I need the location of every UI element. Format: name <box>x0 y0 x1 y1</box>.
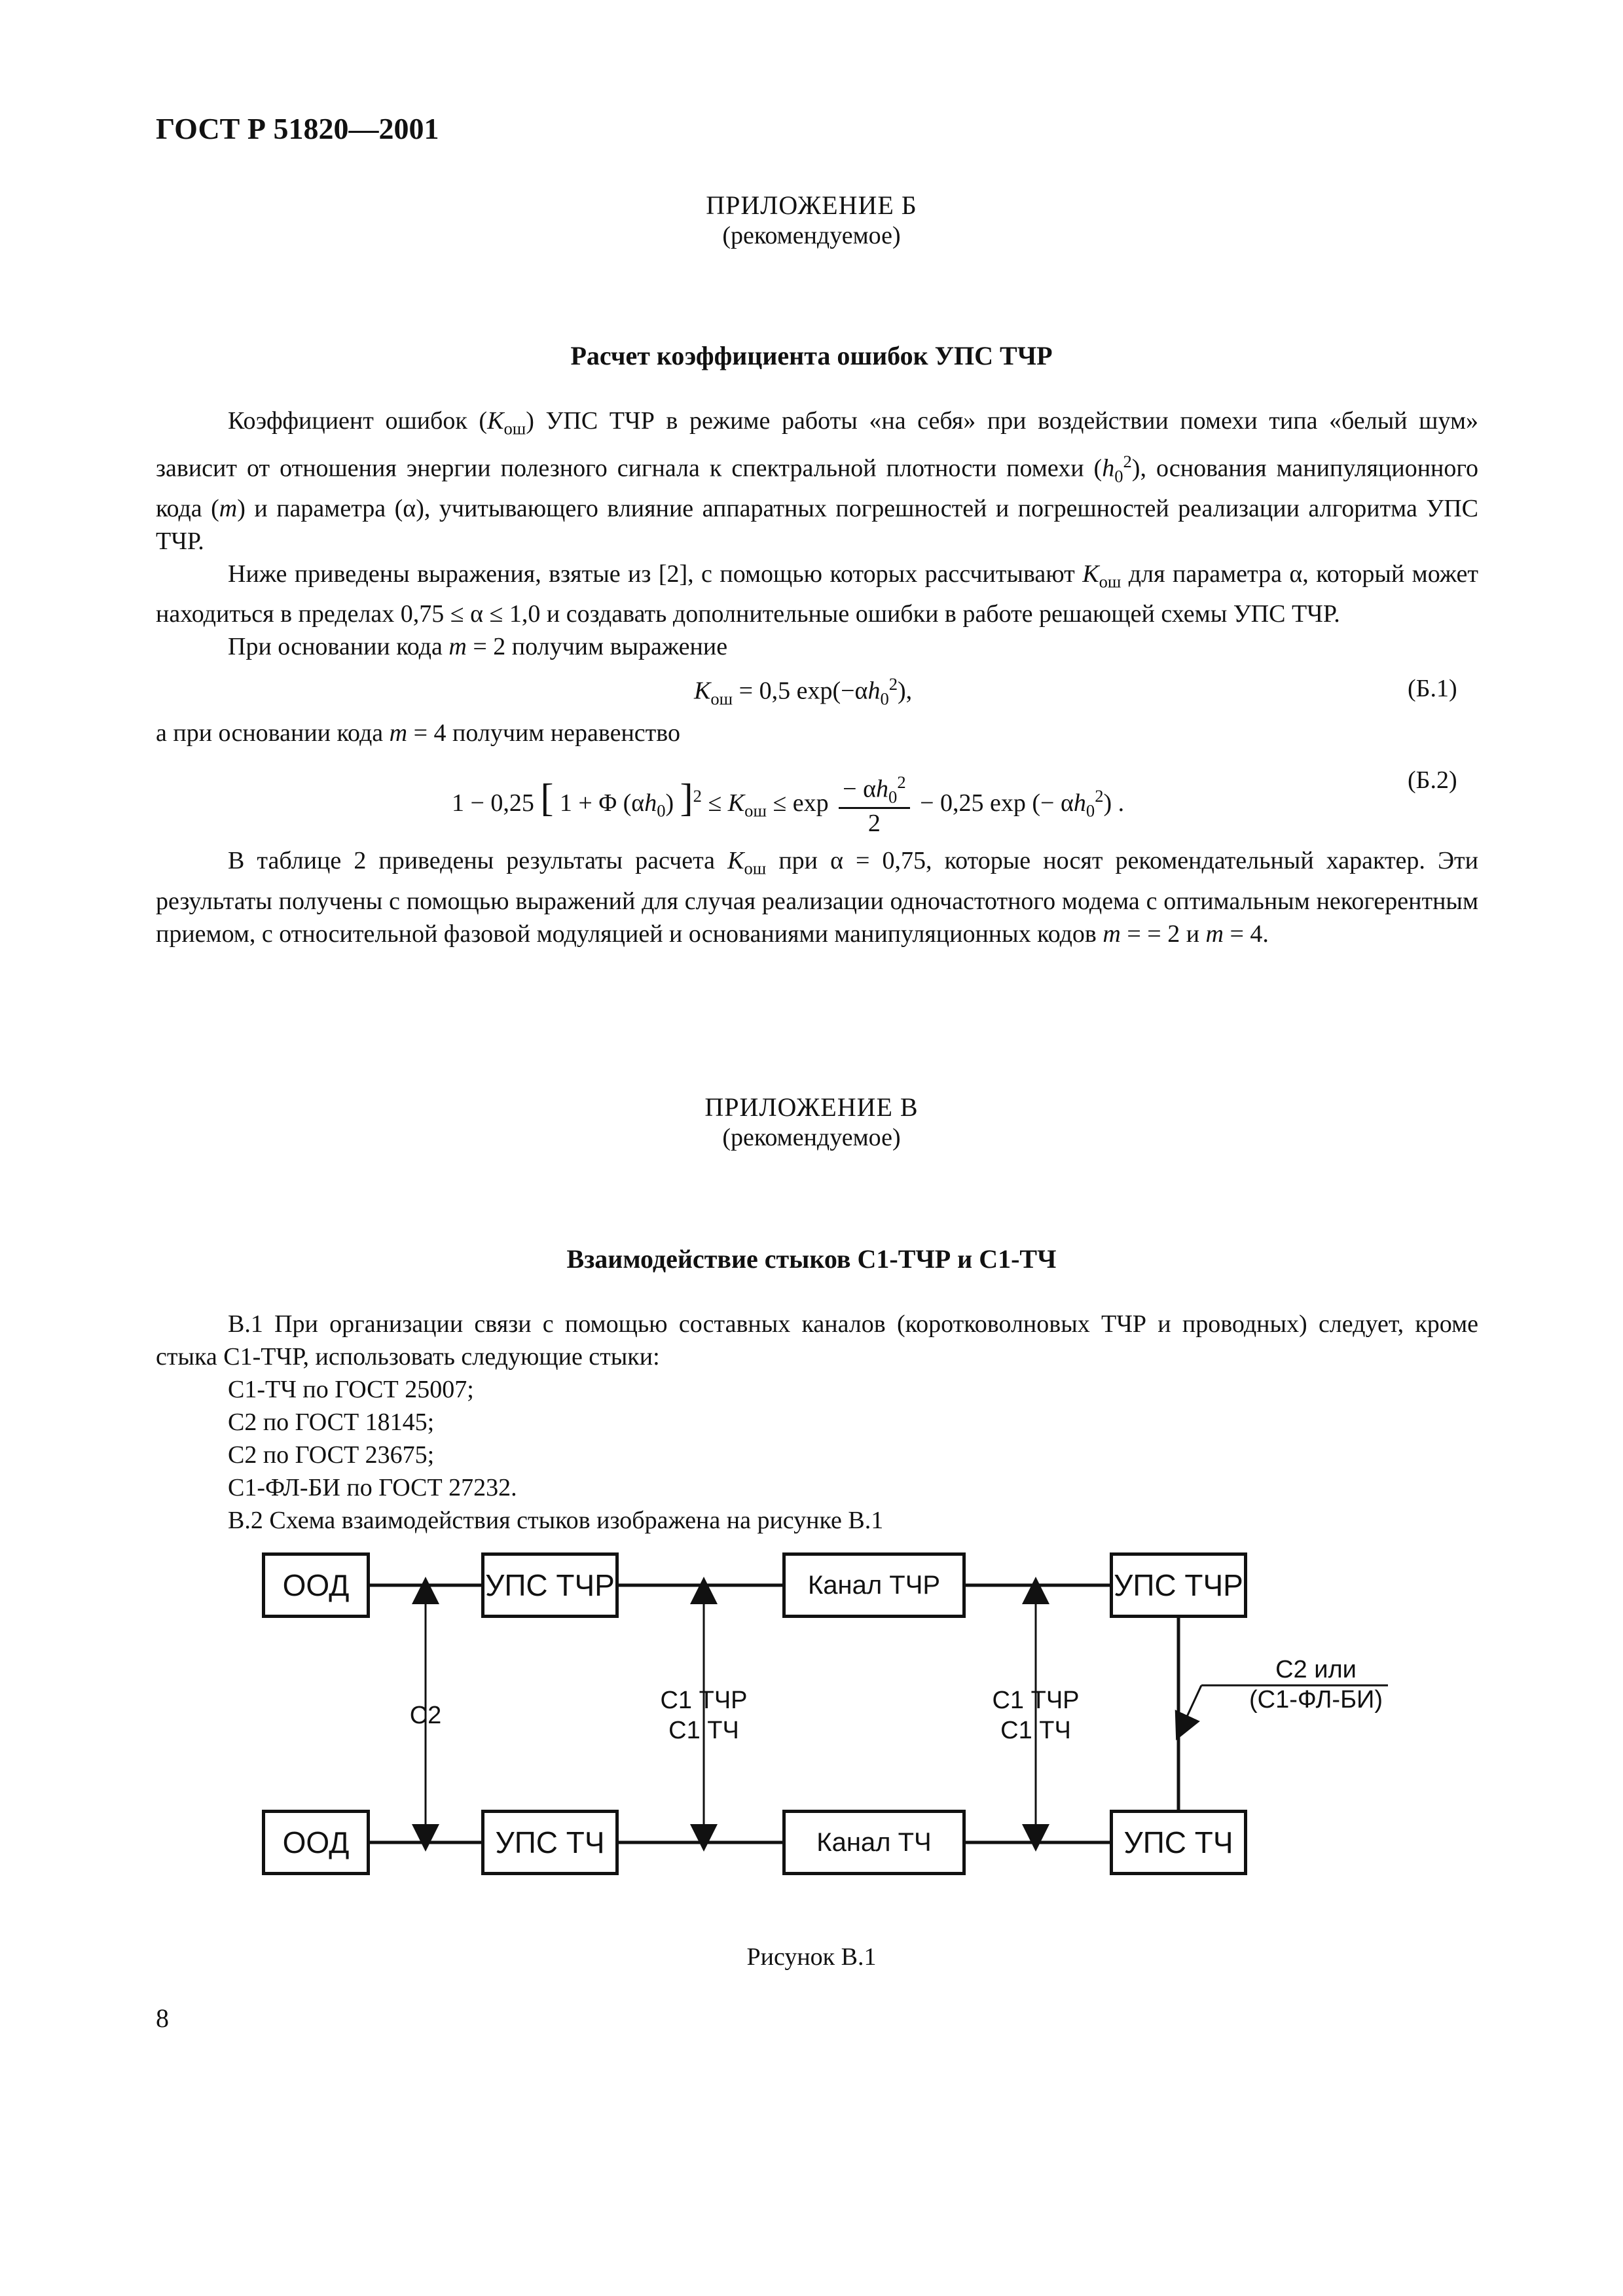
box-channel-tch: Канал ТЧ <box>782 1810 966 1875</box>
label-c2: С2 <box>409 1702 442 1729</box>
paragraph: В таблице 2 приведены результаты расчета $K_{ош}$ при α = 0,75, которые носят рекомендательный характер. Эти результаты получены с помощью выражений для случая реализации одночастотного модема с оптимальным некогерентным приемом, с относительной фазовой модуляцией и основаниями манипуляционных кодов m = = 2 и m = 4. <box>156 847 1478 948</box>
formula-b2-number: (Б.2) <box>1408 766 1457 794</box>
label-line: С1 ТЧ <box>1000 1717 1071 1744</box>
label-c1-group-2 <box>970 1685 1101 1746</box>
formula-b1: $K_{ош} = 0,5$ $\exp(-\alpha h_0^2)$, <box>694 674 913 709</box>
appendix-b-subtitle: (рекомендуемое) <box>722 222 901 249</box>
box-ups-tchr-right: УПС ТЧР <box>1110 1552 1247 1618</box>
appendix-v-section-title: Взаимодействие стыков С1-ТЧР и С1-ТЧ <box>566 1244 1057 1274</box>
box-channel-tchr: Канал ТЧР <box>782 1552 966 1618</box>
label-line: С2 или <box>1275 1656 1357 1683</box>
label-line: С1 ТЧР <box>660 1687 748 1714</box>
label-pointer-arrow <box>1182 1685 1201 1728</box>
paragraph: Коэффициент ошибок $(K_{ош})$ УПС ТЧР в режиме работы «на себя» при воздействии помехи типа «белый шум» зависит от отношения энергии полезного сигнала к спектральной плотности помехи $(h_0^2)$, основания манипуляционного кода (m) и параметра (α), учитывающего влияние аппаратных погрешностей и погрешностей реализации алгоритма УПС ТЧР. <box>156 407 1479 555</box>
list-item: С1-ФЛ-БИ по ГОСТ 27232. <box>228 1474 517 1501</box>
paragraph: Ниже приведены выражения, взятые из [2], с помощью которых рассчитывают $K_{ош}$ для параметра α, который может находиться в пределах 0,75 ≤ α ≤ 1,0 и создавать дополнительные ошибки в работе решающей схемы УПС ТЧР. <box>156 560 1478 628</box>
list-item: С2 по ГОСТ 18145; <box>228 1408 435 1436</box>
paragraph: При основании кода m = 2 получим выражение <box>228 633 728 661</box>
label-line: С1 ТЧР <box>992 1687 1080 1714</box>
document-code: ГОСТ Р 51820—2001 <box>156 112 439 145</box>
paragraph: В.2 Схема взаимодействия стыков изображена на рисунке В.1 <box>228 1507 884 1534</box>
label-line: С1 ТЧ <box>668 1717 739 1744</box>
formula-b2: 1 − 0,25 [ 1 + Φ $(\alpha h_0) ]^2 \le K_{ош} \le \exp$ $\frac{- \alpha h_0^2}{2}$ − 0,25 exp (− $\alpha h_0^2$) . <box>452 772 1125 838</box>
paragraph: В.1 При организации связи с помощью составных каналов (коротковолновых ТЧР и проводных) следует, кроме стыка С1-ТЧР, использовать следующие стыки: <box>156 1310 1478 1371</box>
figure-caption: Рисунок В.1 <box>746 1943 877 1971</box>
page-number: 8 <box>156 2003 169 2033</box>
appendix-b-section-title: Расчет коэффициента ошибок УПС ТЧР <box>570 341 1053 370</box>
appendix-v-title: ПРИЛОЖЕНИЕ В <box>704 1092 919 1122</box>
appendix-b-title: ПРИЛОЖЕНИЕ Б <box>706 190 917 220</box>
appendix-v-subtitle: (рекомендуемое) <box>722 1124 901 1151</box>
box-ups-tch-right: УПС ТЧ <box>1110 1810 1247 1875</box>
label-line: (С1-ФЛ-БИ) <box>1249 1686 1383 1713</box>
box-ood-bottom: ООД <box>262 1810 370 1875</box>
formula-b1-number: (Б.1) <box>1408 675 1457 702</box>
box-ups-tch-bottom: УПС ТЧ <box>481 1810 619 1875</box>
list-item: С1-ТЧ по ГОСТ 25007; <box>228 1376 474 1403</box>
paragraph: а при основании кода m = 4 получим неравенство <box>156 719 680 747</box>
list-item: С2 по ГОСТ 23675; <box>228 1441 435 1469</box>
box-ood-top: ООД <box>262 1552 370 1618</box>
label-c1-group-1 <box>638 1685 769 1746</box>
box-ups-tchr-top: УПС ТЧР <box>481 1552 619 1618</box>
label-c2-or-c1flbi <box>1231 1655 1401 1715</box>
